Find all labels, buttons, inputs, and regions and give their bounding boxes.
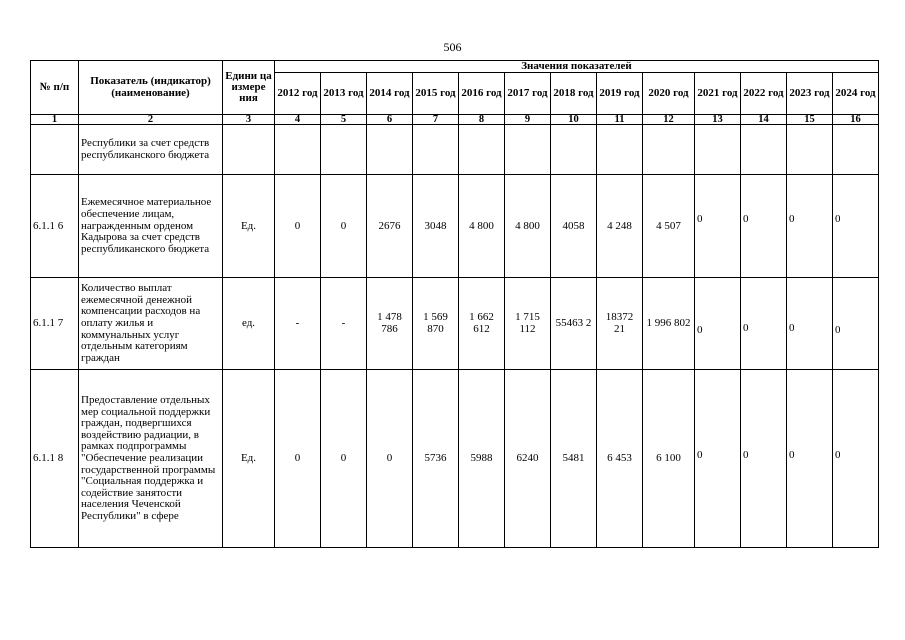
value-cell <box>597 125 643 175</box>
unit: Ед. <box>223 175 275 278</box>
column-index: 16 <box>833 115 879 125</box>
value-cell: - <box>321 278 367 370</box>
year-header: 2023 год <box>787 73 833 115</box>
value-cell: 3048 <box>413 175 459 278</box>
column-index: 15 <box>787 115 833 125</box>
column-index: 8 <box>459 115 505 125</box>
header-values: Значения показателей <box>275 61 879 73</box>
unit: Ед. <box>223 370 275 548</box>
value-cell: 0 <box>833 278 879 370</box>
value-cell: 0 <box>741 278 787 370</box>
indicator-name: Предоставление отдельных мер социальной поддержки граждан, подвергшихся воздействию радиации, в рамках подпрограммы "Обеспечение реализации государственной программы "Социальная поддержка и содействие занятости населения Чеченской Республики" в сфере <box>79 370 223 548</box>
row-number: 6.1.1 7 <box>31 278 79 370</box>
indicator-name: Количество выплат ежемесячной денежной компенсации расходов на оплату жилья и коммунальных услуг отдельным категориям граждан <box>79 278 223 370</box>
value-cell: 0 <box>787 175 833 278</box>
header-indicator: Показатель (индикатор) (наименование) <box>79 61 223 115</box>
column-index: 4 <box>275 115 321 125</box>
value-cell <box>551 125 597 175</box>
indicators-table <box>30 60 879 548</box>
value-cell: 0 <box>321 370 367 548</box>
value-cell <box>413 125 459 175</box>
row-number <box>31 125 79 175</box>
column-index: 2 <box>79 115 223 125</box>
value-cell: 1 715 112 <box>505 278 551 370</box>
value-cell: 5481 <box>551 370 597 548</box>
year-header: 2019 год <box>597 73 643 115</box>
value-cell <box>321 125 367 175</box>
value-cell: 0 <box>741 175 787 278</box>
year-header: 2016 год <box>459 73 505 115</box>
row-number: 6.1.1 6 <box>31 175 79 278</box>
value-cell: 4 800 <box>459 175 505 278</box>
value-cell: 4058 <box>551 175 597 278</box>
value-cell: 55463 2 <box>551 278 597 370</box>
value-cell: 0 <box>833 175 879 278</box>
value-cell <box>505 125 551 175</box>
column-index: 13 <box>695 115 741 125</box>
value-cell: 0 <box>275 175 321 278</box>
table-row <box>31 370 879 548</box>
value-cell: 4 507 <box>643 175 695 278</box>
value-cell: 0 <box>367 370 413 548</box>
value-cell: 0 <box>695 175 741 278</box>
value-cell: 1 662 612 <box>459 278 505 370</box>
value-cell <box>787 125 833 175</box>
year-header: 2018 год <box>551 73 597 115</box>
value-cell: 0 <box>787 278 833 370</box>
indicator-name: Ежемесячное материальное обеспечение лицам, награжденным орденом Кадырова за счет средств республиканского бюджета <box>79 175 223 278</box>
column-index: 3 <box>223 115 275 125</box>
unit: ед. <box>223 278 275 370</box>
column-index: 9 <box>505 115 551 125</box>
value-cell: 1 478 786 <box>367 278 413 370</box>
value-cell: 1 996 802 <box>643 278 695 370</box>
value-cell: 0 <box>275 370 321 548</box>
indicator-name: Республики за счет средств республиканского бюджета <box>79 125 223 175</box>
row-number: 6.1.1 8 <box>31 370 79 548</box>
value-cell <box>643 125 695 175</box>
value-cell <box>833 125 879 175</box>
value-cell: 4 248 <box>597 175 643 278</box>
unit <box>223 125 275 175</box>
value-cell <box>275 125 321 175</box>
header-no: № п/п <box>31 61 79 115</box>
column-index: 14 <box>741 115 787 125</box>
header-unit: Едини ца измере ния <box>223 61 275 115</box>
value-cell: 0 <box>321 175 367 278</box>
year-header: 2014 год <box>367 73 413 115</box>
table-row <box>31 278 879 370</box>
value-cell: 6 100 <box>643 370 695 548</box>
year-header: 2024 год <box>833 73 879 115</box>
column-index: 7 <box>413 115 459 125</box>
value-cell: 5988 <box>459 370 505 548</box>
column-index: 12 <box>643 115 695 125</box>
value-cell: 0 <box>741 370 787 548</box>
value-cell: 18372 21 <box>597 278 643 370</box>
column-index: 6 <box>367 115 413 125</box>
table-row <box>31 125 879 175</box>
column-index: 5 <box>321 115 367 125</box>
value-cell <box>695 125 741 175</box>
value-cell: 0 <box>833 370 879 548</box>
value-cell: 6 453 <box>597 370 643 548</box>
value-cell <box>741 125 787 175</box>
value-cell: 2676 <box>367 175 413 278</box>
value-cell: 5736 <box>413 370 459 548</box>
value-cell: 0 <box>695 370 741 548</box>
value-cell: 0 <box>787 370 833 548</box>
value-cell <box>459 125 505 175</box>
value-cell: 1 569 870 <box>413 278 459 370</box>
year-header: 2021 год <box>695 73 741 115</box>
value-cell: 4 800 <box>505 175 551 278</box>
year-header: 2017 год <box>505 73 551 115</box>
year-header: 2022 год <box>741 73 787 115</box>
year-header: 2020 год <box>643 73 695 115</box>
column-index: 1 <box>31 115 79 125</box>
column-index: 11 <box>597 115 643 125</box>
page-number: 506 <box>443 40 462 54</box>
value-cell <box>367 125 413 175</box>
year-header: 2012 год <box>275 73 321 115</box>
table-row <box>31 175 879 278</box>
value-cell: 0 <box>695 278 741 370</box>
column-index: 10 <box>551 115 597 125</box>
year-header: 2013 год <box>321 73 367 115</box>
value-cell: - <box>275 278 321 370</box>
value-cell: 6240 <box>505 370 551 548</box>
year-header: 2015 год <box>413 73 459 115</box>
